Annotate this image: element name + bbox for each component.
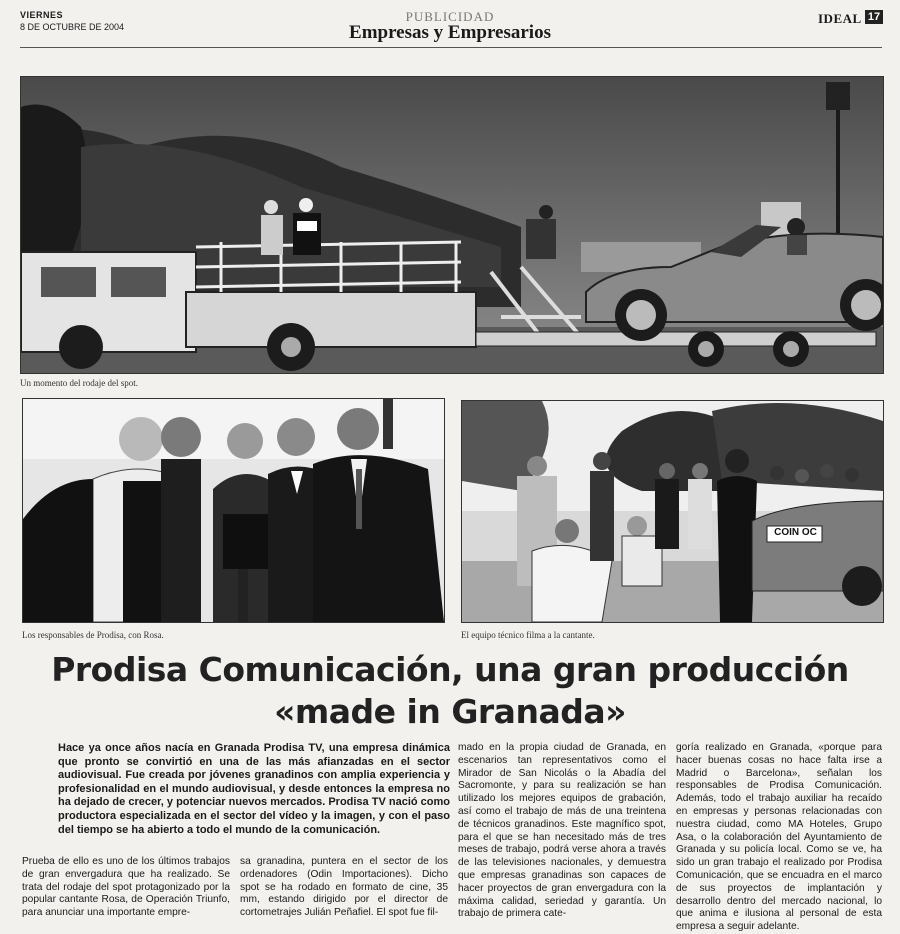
header-rule [20,47,882,48]
headline-line-2: «made in Granada» [274,692,626,731]
header-day: VIERNES [20,10,64,20]
license-plate: COIN OC [774,527,817,538]
section-title: Empresas y Empresarios [349,22,551,43]
caption-right-photo: El equipo técnico filma a la cantante. [461,630,595,640]
photo-crew-filming [461,400,884,623]
lead-paragraph: Hace ya once años nacía en Granada Prodisa TV, una empresa dinámica que pronto se convirtió en una de las más afianzadas en el sector audiovisual. Fue creada por jóvenes granadinos con amplia experiencia y profesionalidad en el mundo audiovisual, y desde entonces la empresa no ha dejado de crecer, y potenciar nuevos mercados. Prodisa TV nació como productora especializada en el sector del vídeo y la imagen, y con el paso del tiempo se ha abierto a todo el mundo de la comunicación. [58,742,450,836]
newspaper-logo: IDEAL [818,11,862,26]
publicidad-label: PUBLICIDAD [405,9,495,24]
caption-left-photo: Los responsables de Prodisa, con Rosa. [22,630,164,640]
article-column-1: Prueba de ello es uno de los últimos trabajos de gran envergadura que ha realizado. Se trata del rodaje del spot protagonizado por la popular cantante Rosa, de Operación Triunfo, para anunciar una importante empre- [22,856,230,919]
article-column-3: mado en la propia ciudad de Granada, en escenarios tan representativos como el Mirador de San Nicolás o la Abadía del Sacromonte, y para su realización se han utilizado los mejores equipos de grabación, así como el trabajo de más de una treintena de técnicos granadinos. Este magnífico spot, para el que se han necesitado más de tres meses de trabajo, podrá verse ahora a través de las televisiones nacionales, y demuestra que empresas granadinas son capaces de hacer proyectos de gran envergadura con la máxima calidad, seriedad y garantía. Un trabajo de primera cate- [458,742,666,920]
photo-prodisa-team [22,398,445,623]
article-column-4: goría realizado en Granada, «porque para hacer buenas cosas no hace falta irse a Madrid o Barcelona», señalan los responsables de Prodisa Comunicación. Además, todo el trabajo auxiliar ha recaído en empresas y personas relacionadas con nuestra ciudad, como MA Hoteles, Grupo Asa, o la colaboración del Ayuntamiento de Granada y su policía local. Como se ve, ha sido un gran trabajo el realizado por Prodisa Comunicación, que se encuadra en el marco de sus proyectos de implantación y desarrollo dentro del mercado nacional, lo que anima e ilusiona al personal de esta empresa a seguir adelante. [676,742,882,933]
page-number: 17 [865,10,883,24]
header-date: 8 DE OCTUBRE DE 2004 [20,22,125,32]
headline-line-1: Prodisa Comunicación, una gran producción [51,650,849,689]
photo-filming-trucks [20,76,884,374]
caption-top-photo: Un momento del rodaje del spot. [20,378,138,388]
article-column-2: sa granadina, puntera en el sector de los ordenadores (Odin Importaciones). Dicho spot se ha rodado en formato de cine, 35 mm, estando dirigido por el director de cortometrajes Julián Peñafiel. El spot fue fil- [240,856,448,919]
